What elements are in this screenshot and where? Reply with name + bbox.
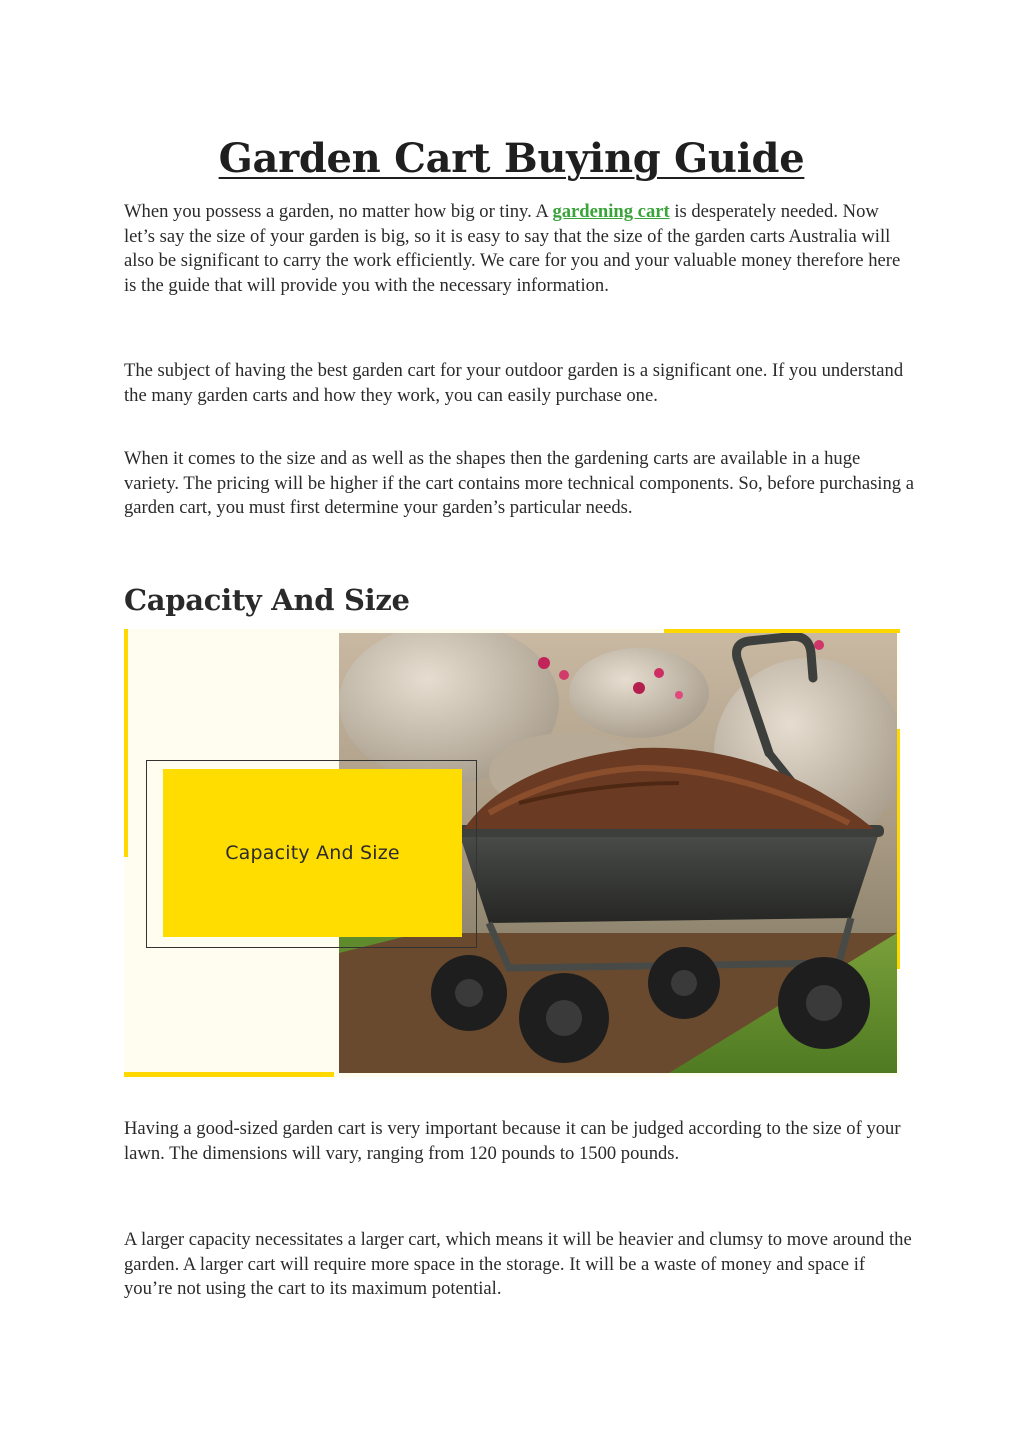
page-title: Garden Cart Buying Guide [218, 135, 805, 182]
intro-text-before: When you possess a garden, no matter how big or tiny. A [124, 201, 553, 222]
intro-paragraph [124, 200, 914, 298]
banner-label-card [163, 769, 462, 937]
intro-text-after: is desperately needed. Now let’s say the size of your garden is big, so it is easy to say that the size of the garden carts Australia will also be significant to carry the work efficiently. We care for you and your valuable money therefore here is the guide that will provide you with the necessary information. [124, 201, 901, 296]
body-paragraph: The subject of having the best garden cart for your outdoor garden is a significant one. If you understand the many garden carts and how they work, you can easily purchase one. [124, 360, 904, 406]
banner-label: Capacity And Size [225, 842, 400, 864]
banner-accent-left [124, 629, 128, 857]
body-paragraph: When it comes to the size and as well as the shapes then the gardening carts are available in a huge variety. The pricing will be higher if the cart contains more technical components. So, before purchasing a garden cart, you must first determine your garden’s particular needs. [124, 448, 914, 518]
body-paragraph: A larger capacity necessitates a larger cart, which means it will be heavier and clumsy to move around the garden. A larger cart will require more space in the storage. It will be a waste of money and space if you’re not using the cart to its maximum potential. [124, 1229, 912, 1299]
capacity-banner-image [124, 629, 900, 1077]
body-paragraph: Having a good-sized garden cart is very important because it can be judged according to the size of your lawn. The dimensions will vary, ranging from 120 pounds to 1500 pounds. [124, 1118, 901, 1164]
banner-accent-bottom [124, 1072, 334, 1077]
section-heading: Capacity And Size [124, 583, 410, 617]
gardening-cart-link[interactable]: gardening cart [552, 201, 670, 222]
